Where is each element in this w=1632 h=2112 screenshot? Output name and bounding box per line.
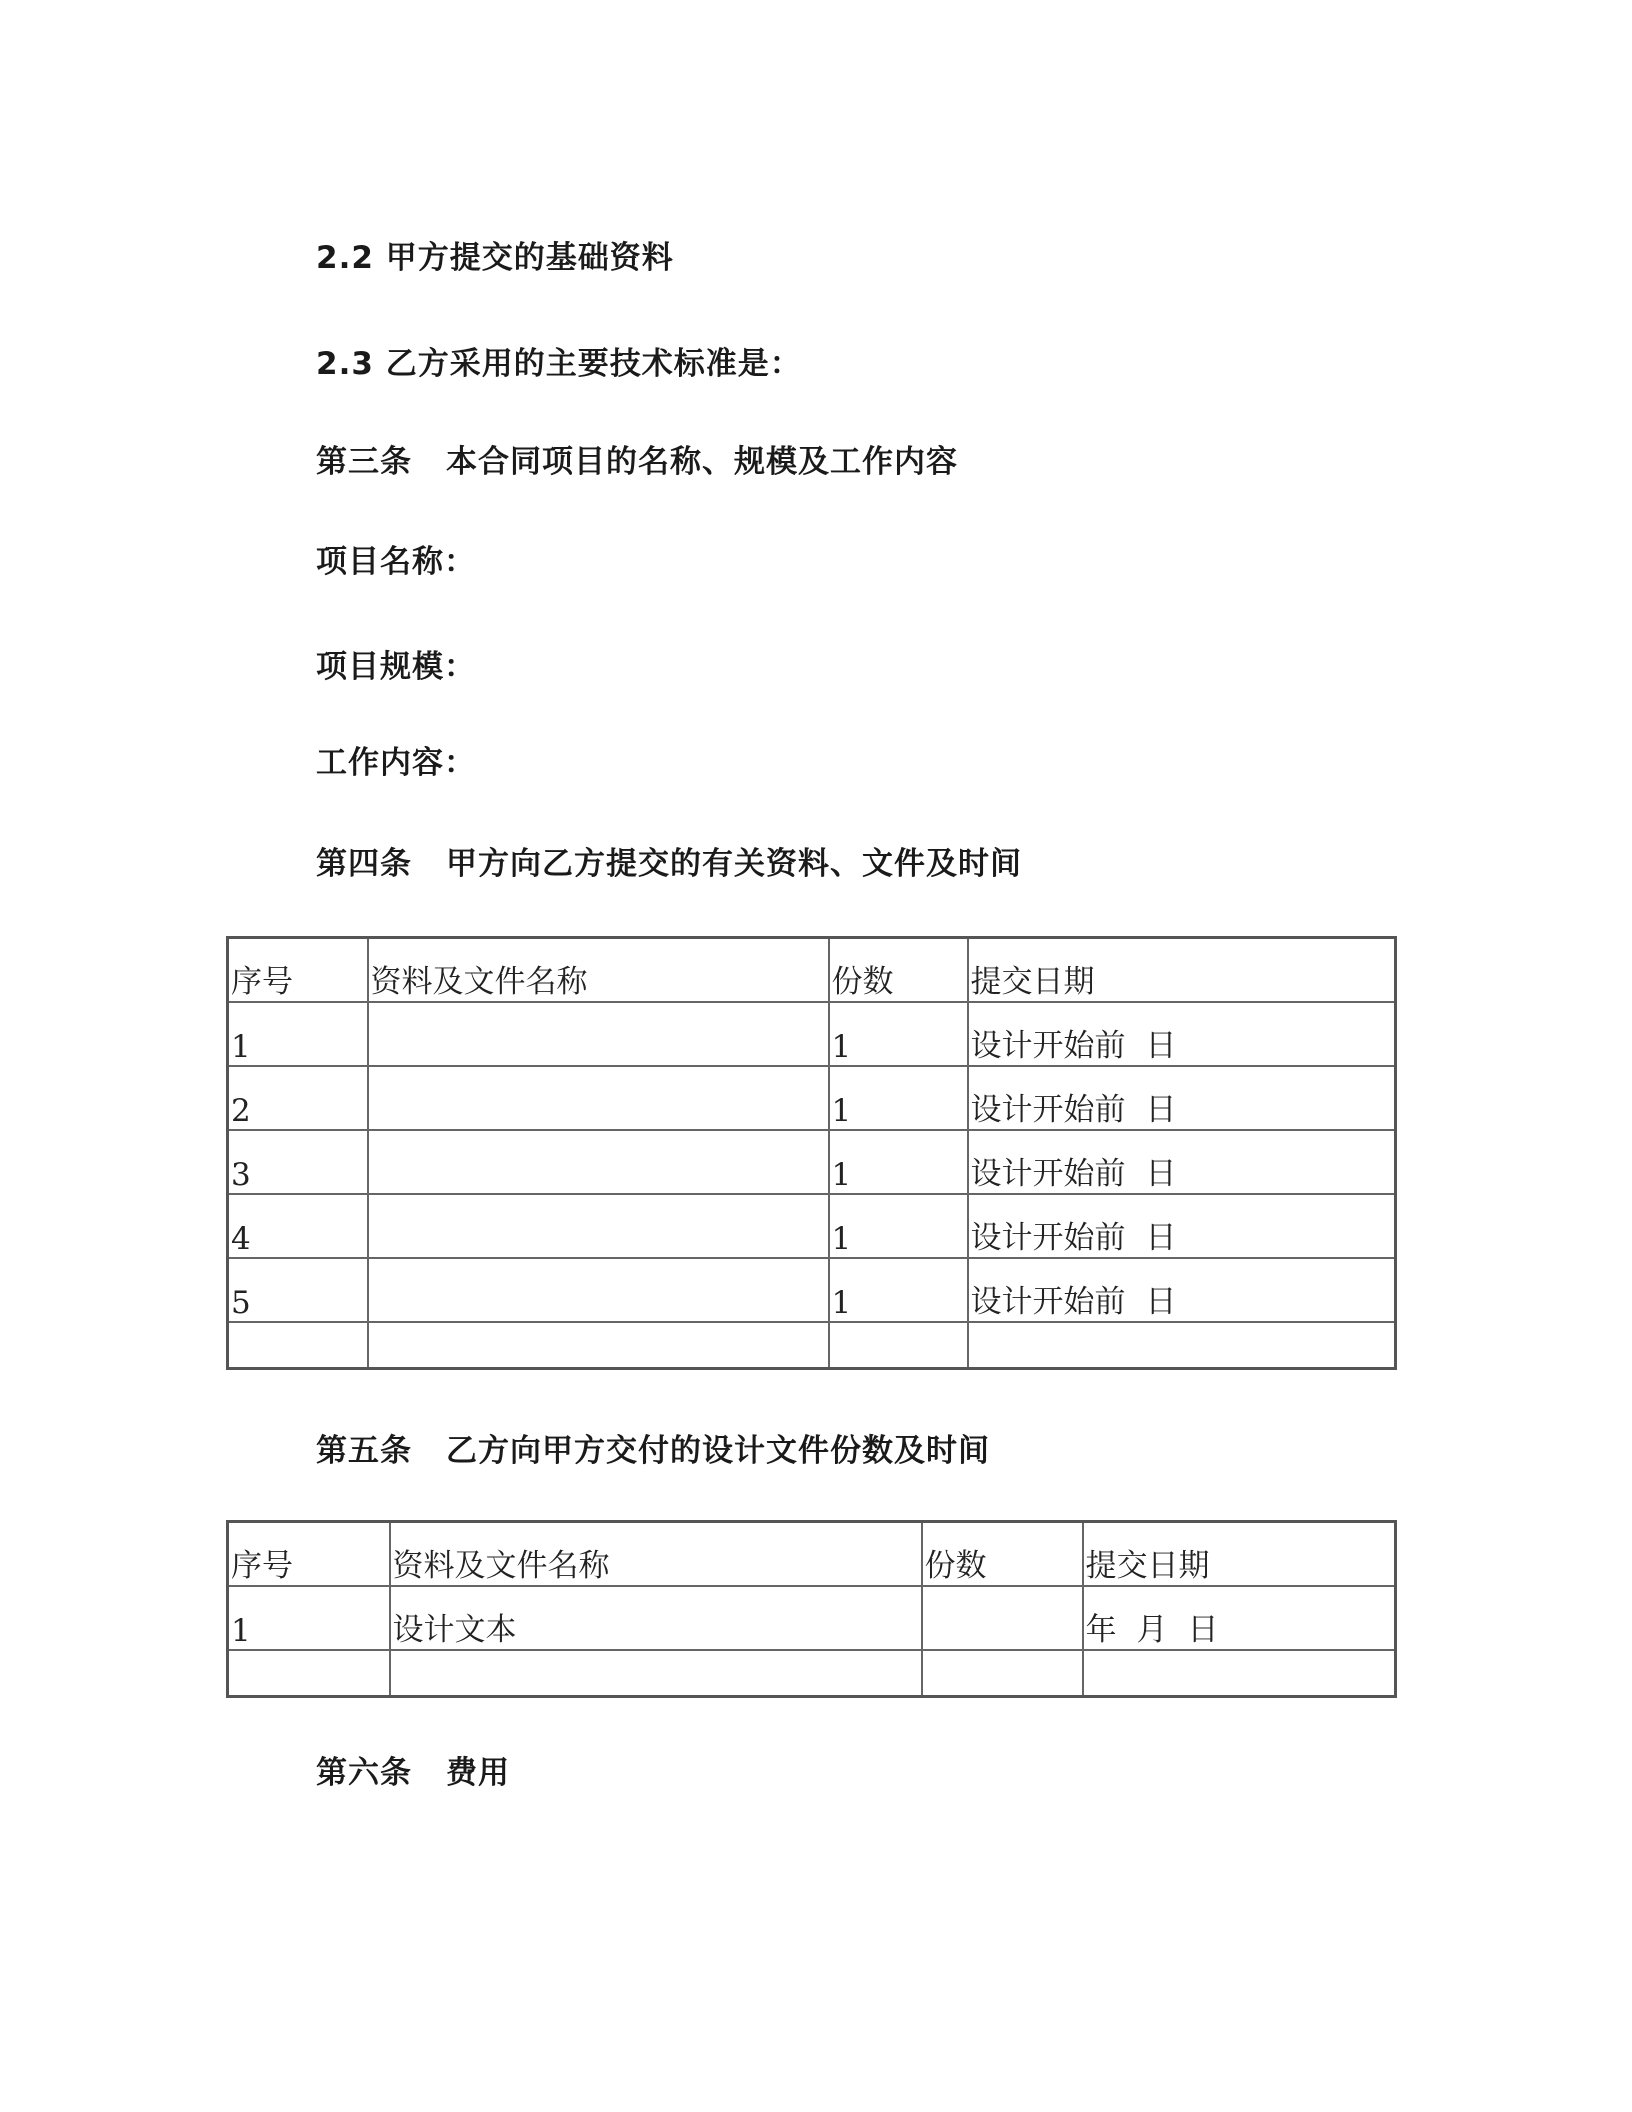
table-row-empty <box>228 1650 1396 1697</box>
date-prefix: 设计开始前 <box>970 1156 1126 1192</box>
table-row <box>228 1586 1396 1650</box>
cell-empty <box>922 1650 1083 1697</box>
header-name: 资料及文件名称 <box>368 938 829 1003</box>
cell-copies: 1 <box>829 1194 968 1258</box>
header-copies: 份数 <box>922 1522 1083 1587</box>
date-month: 月 <box>1136 1612 1168 1648</box>
date-day: 日 <box>1145 1092 1177 1128</box>
article-4-heading <box>316 838 1022 883</box>
cell-date <box>968 1194 1396 1258</box>
table-header-row <box>228 1522 1396 1587</box>
cell-copies: 1 <box>829 1002 968 1066</box>
project-name-label: 项目名称： <box>316 544 476 580</box>
table-row <box>228 1194 1396 1258</box>
date-day: 日 <box>1145 1028 1177 1064</box>
header-copies: 份数 <box>829 938 968 1003</box>
cell-no: 1 <box>228 1586 390 1650</box>
cell-date <box>1083 1586 1396 1650</box>
article-6-number: 第六条 <box>316 1755 412 1791</box>
delivery-table <box>226 1520 1397 1698</box>
cell-empty <box>228 1322 368 1369</box>
article-4-number: 第四条 <box>316 846 412 882</box>
table-row <box>228 1258 1396 1322</box>
project-scale-label: 项目规模： <box>316 649 476 685</box>
header-date: 提交日期 <box>968 938 1396 1003</box>
section-2-3: 2.3 乙方采用的主要技术标准是： <box>316 346 802 382</box>
cell-date <box>968 1130 1396 1194</box>
cell-no: 5 <box>228 1258 368 1322</box>
cell-empty <box>829 1322 968 1369</box>
article-5-heading <box>316 1425 990 1470</box>
date-prefix: 设计开始前 <box>970 1092 1126 1128</box>
article-3-heading <box>316 436 958 481</box>
cell-name <box>368 1066 829 1130</box>
header-no: 序号 <box>228 1522 390 1587</box>
article-6-heading <box>316 1747 510 1792</box>
cell-empty <box>390 1650 922 1697</box>
submission-table <box>226 936 1397 1370</box>
table-row <box>228 1130 1396 1194</box>
cell-copies: 1 <box>829 1130 968 1194</box>
cell-name: 设计文本 <box>390 1586 922 1650</box>
date-day: 日 <box>1145 1284 1177 1320</box>
article-3-title: 本合同项目的名称、规模及工作内容 <box>446 444 958 480</box>
cell-no: 4 <box>228 1194 368 1258</box>
cell-no: 1 <box>228 1002 368 1066</box>
table-row <box>228 1066 1396 1130</box>
cell-empty <box>968 1322 1396 1369</box>
cell-date <box>968 1258 1396 1322</box>
cell-empty <box>368 1322 829 1369</box>
date-day: 日 <box>1187 1612 1219 1648</box>
cell-empty <box>1083 1650 1396 1697</box>
date-prefix: 设计开始前 <box>970 1220 1126 1256</box>
cell-date <box>968 1002 1396 1066</box>
article-5-title: 乙方向甲方交付的设计文件份数及时间 <box>446 1433 990 1469</box>
article-4-title: 甲方向乙方提交的有关资料、文件及时间 <box>446 846 1022 882</box>
cell-empty <box>228 1650 390 1697</box>
header-no: 序号 <box>228 938 368 1003</box>
cell-no: 2 <box>228 1066 368 1130</box>
cell-name <box>368 1258 829 1322</box>
table-row-empty <box>228 1322 1396 1369</box>
cell-name <box>368 1002 829 1066</box>
cell-copies: 1 <box>829 1258 968 1322</box>
work-content-label: 工作内容： <box>316 745 476 781</box>
table-header-row <box>228 938 1396 1003</box>
cell-no: 3 <box>228 1130 368 1194</box>
header-date: 提交日期 <box>1083 1522 1396 1587</box>
article-5-number: 第五条 <box>316 1433 412 1469</box>
cell-name <box>368 1194 829 1258</box>
table-row <box>228 1002 1396 1066</box>
header-name: 资料及文件名称 <box>390 1522 922 1587</box>
date-day: 日 <box>1145 1220 1177 1256</box>
date-prefix: 设计开始前 <box>970 1284 1126 1320</box>
date-year: 年 <box>1085 1612 1117 1648</box>
cell-copies <box>922 1586 1083 1650</box>
article-3-number: 第三条 <box>316 444 412 480</box>
section-2-2: 2.2 甲方提交的基础资料 <box>316 240 674 276</box>
cell-copies: 1 <box>829 1066 968 1130</box>
date-prefix: 设计开始前 <box>970 1028 1126 1064</box>
article-6-title: 费用 <box>446 1755 510 1791</box>
date-day: 日 <box>1145 1156 1177 1192</box>
cell-name <box>368 1130 829 1194</box>
cell-date <box>968 1066 1396 1130</box>
